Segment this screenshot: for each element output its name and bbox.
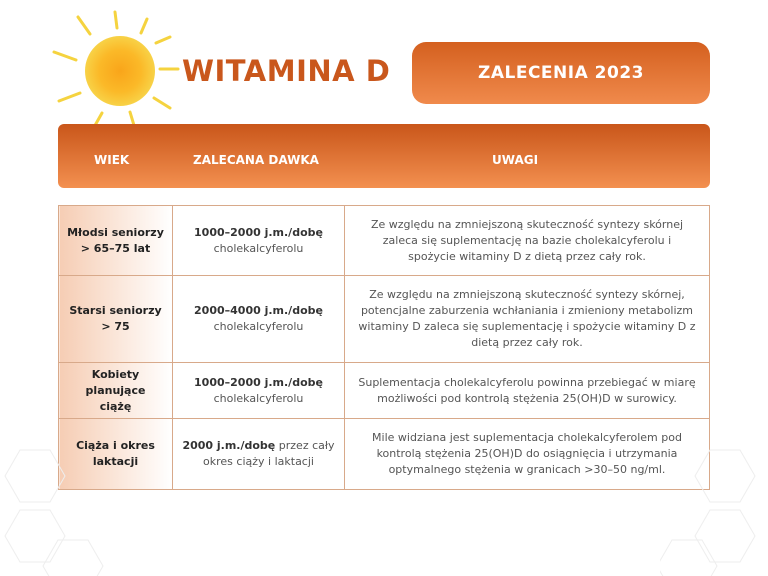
table-row	[59, 276, 710, 363]
header-dose: ZALECANA DAWKA	[193, 153, 319, 167]
dose-cell	[173, 206, 345, 276]
note-cell: Ze względu na zmniejszoną skuteczność syntezy skórnej, potencjalne zaburzenia wchłaniania i zmieniony metabolizm witaminy D zaleca się suplementację i spożycie witaminy D z dietą przez cały rok.	[345, 276, 710, 363]
age-cell: Kobiety planujące ciążę	[59, 363, 173, 419]
table-row	[59, 206, 710, 276]
age-cell: Ciąża i okres laktacji	[59, 419, 173, 490]
note-cell: Ze względu na zmniejszoną skuteczność syntezy skórnej zaleca się suplementację na bazie cholekalcyferolu i spożycie witaminy D z dietą przez cały rok.	[345, 206, 710, 276]
age-cell: Starsi seniorzy > 75	[59, 276, 173, 363]
recommendations-table	[58, 205, 710, 490]
dose-amount: 1000–2000 j.m./dobę	[194, 225, 323, 239]
table-row	[59, 363, 710, 419]
dose-amount: 2000 j.m./dobę	[182, 439, 276, 452]
note-cell: Mile widziana jest suplementacja cholekalcyferolem pod kontrolą stężenia 25(OH)D do osiągnięcia i utrzymania optymalnego stężenia w granicach >30–50 ng/ml.	[345, 419, 710, 490]
hexagon-decoration	[660, 440, 768, 576]
dose-cell	[173, 419, 345, 490]
dose-detail: przez cały okres ciąży i laktacji	[203, 439, 335, 468]
table-row	[59, 419, 710, 490]
recommendations-badge: ZALECENIA 2023	[412, 42, 710, 104]
dose-cell	[173, 276, 345, 363]
header-notes: UWAGI	[492, 153, 539, 167]
table-header	[58, 124, 710, 188]
age-cell: Młodsi seniorzy > 65–75 lat	[59, 206, 173, 276]
header-age: WIEK	[94, 153, 130, 167]
page-title: WITAMINA D	[182, 54, 391, 88]
hexagon-decoration	[0, 440, 110, 576]
dose-detail: cholekalcyferolu	[213, 241, 304, 255]
dose-detail: cholekalcyferolu	[213, 320, 304, 333]
dose-amount: 1000–2000 j.m./dobę	[194, 375, 323, 389]
dose-cell	[173, 363, 345, 419]
sun-icon	[50, 8, 180, 138]
note-cell: Suplementacja cholekalcyferolu powinna przebiegać w miarę możliwości pod kontrolą stężenia 25(OH)D w surowicy.	[345, 363, 710, 419]
dose-detail: cholekalcyferolu	[213, 391, 304, 405]
dose-amount: 2000–4000 j.m./dobę	[194, 304, 323, 317]
